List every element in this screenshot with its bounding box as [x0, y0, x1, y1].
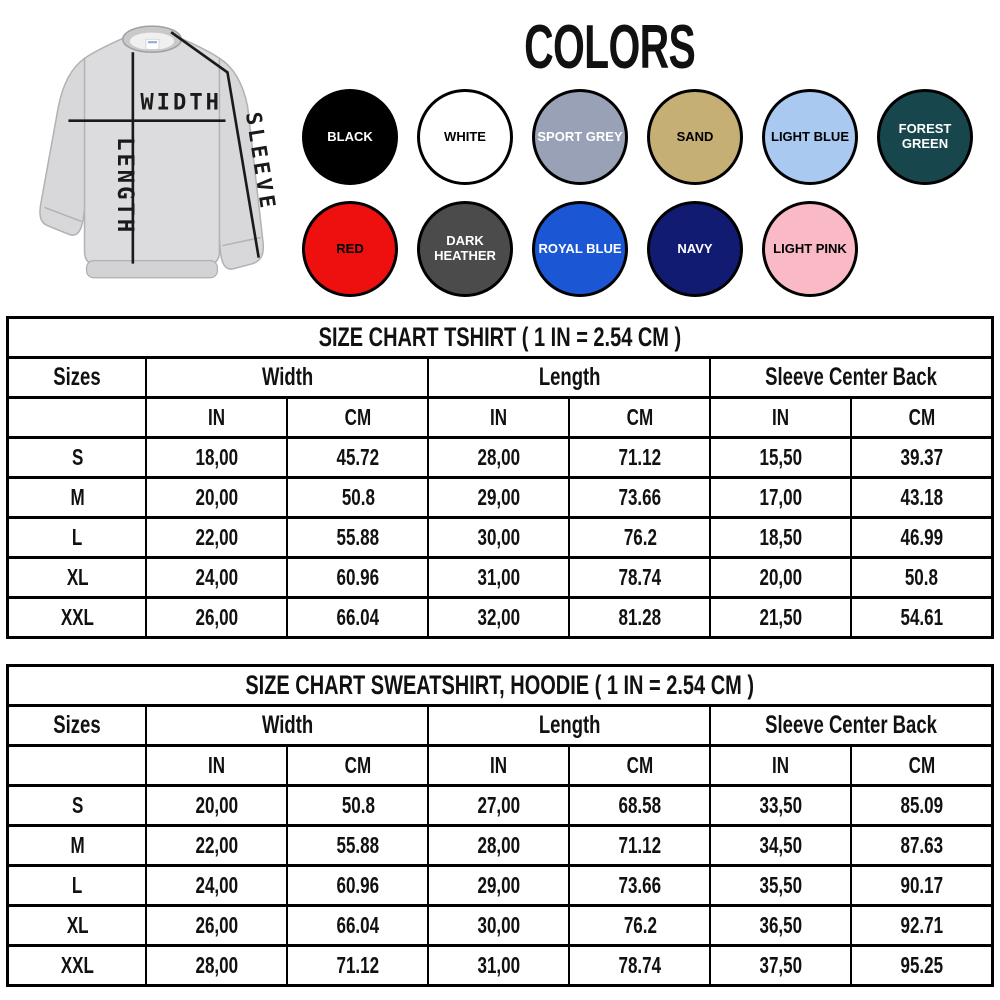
value-cell-text: 18,50: [759, 524, 803, 550]
table-row: [8, 786, 993, 826]
size-chart-sweatshirt-hoodie-table: [6, 664, 994, 987]
sweatshirt-waistband: [87, 261, 218, 278]
value-cell: [428, 518, 569, 558]
colors-title: COLORS: [524, 13, 696, 82]
table-row: [8, 826, 993, 866]
value-cell-text: 28,00: [477, 832, 521, 858]
value-cell: [851, 558, 992, 598]
value-cell: [710, 438, 851, 478]
size-cell: [8, 786, 147, 826]
value-cell-text: 87.63: [900, 832, 944, 858]
color-swatch-rows: [300, 89, 1000, 313]
unit-header-text: CM: [626, 752, 654, 778]
value-cell-text: 55.88: [336, 524, 380, 550]
value-cell-text: 85.09: [900, 792, 944, 818]
units-row: [8, 398, 993, 438]
value-cell-text: 50.8: [341, 484, 375, 510]
value-cell: [287, 438, 428, 478]
color-swatch-label: SAND: [676, 128, 714, 144]
length-header-text: Length: [538, 363, 601, 391]
value-cell: [569, 826, 710, 866]
value-cell: [710, 866, 851, 906]
size-cell: [8, 906, 147, 946]
color-swatch-label: DARK HEATHER: [434, 233, 496, 263]
value-cell: [146, 946, 287, 986]
size-cell: [8, 946, 147, 986]
value-cell: [146, 866, 287, 906]
table-row: [8, 866, 993, 906]
color-swatch-row: [302, 89, 1000, 185]
value-cell-text: 22,00: [195, 832, 239, 858]
width-header: [146, 358, 428, 398]
unit-header: [569, 398, 710, 438]
value-cell-text: 34,50: [759, 832, 803, 858]
value-cell-text: 30,00: [477, 912, 521, 938]
sizes-header-text: Sizes: [53, 711, 101, 739]
value-cell-text: 32,00: [477, 604, 521, 630]
table-title-row: [8, 318, 993, 358]
size-cell-text: M: [70, 484, 85, 510]
size-cell-text: S: [71, 792, 83, 818]
value-cell-text: 71.12: [618, 444, 662, 470]
value-cell: [569, 866, 710, 906]
unit-header-text: CM: [344, 752, 372, 778]
color-swatch-red: [302, 201, 398, 297]
value-cell-text: 76.2: [623, 912, 657, 938]
sleeve-center-back-header: [710, 706, 992, 746]
length-label: LENGTH: [111, 137, 138, 236]
value-cell: [851, 906, 992, 946]
table-title-row: [8, 666, 993, 706]
value-cell: [710, 826, 851, 866]
value-cell: [428, 946, 569, 986]
empty-cell: [8, 398, 147, 438]
unit-header-text: IN: [772, 752, 790, 778]
size-cell: [8, 478, 147, 518]
color-swatch-light-blue: [762, 89, 858, 185]
units-row: [8, 746, 993, 786]
sleeve-center-back-header-text: Sleeve Center Back: [765, 711, 938, 739]
value-cell: [146, 598, 287, 638]
value-cell-text: 92.71: [900, 912, 944, 938]
unit-header: [428, 398, 569, 438]
value-cell: [710, 598, 851, 638]
value-cell-text: 28,00: [477, 444, 521, 470]
value-cell: [428, 478, 569, 518]
size-cell: [8, 826, 147, 866]
sleeve-center-back-header: [710, 358, 992, 398]
size-cell-text: L: [71, 872, 83, 898]
table-title-text: SIZE CHART TSHIRT ( 1 IN = 2.54 CM ): [318, 322, 682, 352]
unit-header: [146, 398, 287, 438]
size-cell: [8, 598, 147, 638]
color-swatch-light-pink: [762, 201, 858, 297]
color-swatch-label: FOREST GREEN: [898, 121, 952, 151]
unit-header-text: CM: [908, 752, 935, 778]
table-row: [8, 558, 993, 598]
unit-header-text: IN: [490, 404, 508, 430]
table-row: [8, 946, 993, 986]
color-swatch-label: ROYAL BLUE: [538, 240, 622, 256]
size-cell: [8, 866, 147, 906]
value-cell: [287, 946, 428, 986]
size-cell-text: M: [70, 832, 85, 858]
sizes-header: [8, 358, 147, 398]
collar-tag: [146, 39, 159, 49]
value-cell-text: 24,00: [195, 872, 239, 898]
sweatshirt-body: [85, 35, 223, 266]
value-cell-text: 29,00: [477, 872, 521, 898]
unit-header-text: IN: [490, 752, 508, 778]
size-cell-text: S: [71, 444, 83, 470]
unit-header: [146, 746, 287, 786]
colors-section: [300, 0, 1000, 316]
unit-header: [851, 746, 992, 786]
color-swatch-label: LIGHT PINK: [773, 240, 847, 256]
sleeve-center-back-header-text: Sleeve Center Back: [765, 363, 938, 391]
value-cell-text: 15,50: [759, 444, 803, 470]
size-cell-text: XL: [66, 912, 89, 938]
value-cell: [710, 558, 851, 598]
value-cell: [569, 946, 710, 986]
color-swatch-row: [302, 201, 1000, 297]
value-cell: [569, 558, 710, 598]
color-swatch-label: SPORT GREY: [537, 128, 623, 144]
value-cell: [569, 518, 710, 558]
value-cell-text: 17,00: [759, 484, 803, 510]
top-section: [0, 0, 1000, 316]
sweatshirt-graphic: [18, 10, 290, 312]
value-cell-text: 27,00: [477, 792, 521, 818]
value-cell-text: 33,50: [759, 792, 803, 818]
value-cell-text: 78.74: [618, 952, 662, 978]
color-swatch-navy: [647, 201, 743, 297]
value-cell-text: 18,00: [195, 444, 239, 470]
color-swatch-sand: [647, 89, 743, 185]
table-title: [8, 666, 993, 706]
value-cell: [287, 558, 428, 598]
value-cell-text: 73.66: [618, 872, 662, 898]
value-cell-text: 66.04: [336, 604, 380, 630]
sleeve-label: SLEEVE: [240, 110, 282, 214]
width-header: [146, 706, 428, 746]
value-cell-text: 30,00: [477, 524, 521, 550]
value-cell: [710, 478, 851, 518]
width-header-text: Width: [261, 363, 314, 391]
size-cell-text: XXL: [60, 604, 94, 630]
value-cell-text: 28,00: [195, 952, 239, 978]
value-cell: [287, 598, 428, 638]
value-cell-text: 20,00: [195, 792, 239, 818]
value-cell-text: 60.96: [336, 564, 380, 590]
value-cell: [710, 786, 851, 826]
table-row: [8, 906, 993, 946]
value-cell: [428, 558, 569, 598]
value-cell-text: 90.17: [900, 872, 944, 898]
value-cell: [287, 518, 428, 558]
value-cell: [146, 786, 287, 826]
table-row: [8, 598, 993, 638]
color-swatch-sport-grey: [532, 89, 628, 185]
value-cell-text: 39.37: [900, 444, 944, 470]
value-cell-text: 73.66: [618, 484, 662, 510]
value-cell-text: 50.8: [341, 792, 375, 818]
size-cell-text: L: [71, 524, 83, 550]
unit-header: [287, 746, 428, 786]
value-cell-text: 29,00: [477, 484, 521, 510]
color-swatch-black: [302, 89, 398, 185]
size-chart-tables: [0, 316, 1000, 987]
value-cell: [710, 906, 851, 946]
color-swatch-label: NAVY: [677, 240, 713, 256]
value-cell: [851, 826, 992, 866]
value-cell: [851, 946, 992, 986]
width-label: WIDTH: [140, 89, 223, 116]
size-cell-text: XXL: [60, 952, 94, 978]
value-cell-text: 26,00: [195, 912, 239, 938]
value-cell-text: 66.04: [336, 912, 380, 938]
unit-header: [287, 398, 428, 438]
size-cell: [8, 438, 147, 478]
value-cell: [569, 478, 710, 518]
value-cell-text: 36,50: [759, 912, 803, 938]
value-cell-text: 95.25: [900, 952, 944, 978]
value-cell: [287, 866, 428, 906]
color-swatch-label: RED: [336, 240, 364, 256]
color-swatch-dark-heather: [417, 201, 513, 297]
value-cell-text: 60.96: [336, 872, 380, 898]
value-cell: [428, 438, 569, 478]
sizes-header: [8, 706, 147, 746]
value-cell-text: 76.2: [623, 524, 657, 550]
value-cell-text: 37,50: [759, 952, 803, 978]
color-swatch-white: [417, 89, 513, 185]
value-cell: [428, 598, 569, 638]
size-cell: [8, 518, 147, 558]
table-row: [8, 518, 993, 558]
color-swatch-royal-blue: [532, 201, 628, 297]
value-cell-text: 68.58: [618, 792, 662, 818]
value-cell: [428, 786, 569, 826]
unit-header: [851, 398, 992, 438]
value-cell: [428, 906, 569, 946]
value-cell: [569, 438, 710, 478]
unit-header-text: CM: [344, 404, 372, 430]
value-cell: [851, 518, 992, 558]
color-swatch-label: BLACK: [327, 128, 373, 144]
unit-header-text: IN: [208, 752, 226, 778]
size-chart-tshirt-table: [6, 316, 994, 639]
value-cell-text: 21,50: [759, 604, 803, 630]
value-cell-text: 45.72: [336, 444, 380, 470]
value-cell-text: 78.74: [618, 564, 662, 590]
value-cell: [146, 826, 287, 866]
color-swatch-label: LIGHT BLUE: [771, 128, 849, 144]
table-row: [8, 438, 993, 478]
column-group-row: [8, 706, 993, 746]
value-cell-text: 43.18: [900, 484, 944, 510]
collar-tag-print: [148, 41, 157, 43]
value-cell: [851, 866, 992, 906]
unit-header-text: IN: [208, 404, 226, 430]
size-cell-text: XL: [66, 564, 89, 590]
value-cell: [146, 438, 287, 478]
value-cell-text: 71.12: [336, 952, 380, 978]
width-header-text: Width: [261, 711, 314, 739]
sizes-header-text: Sizes: [53, 363, 101, 391]
value-cell: [428, 826, 569, 866]
value-cell: [569, 786, 710, 826]
value-cell: [146, 518, 287, 558]
table-title-text: SIZE CHART SWEATSHIRT, HOODIE ( 1 IN = 2.54 CM ): [245, 670, 755, 700]
value-cell: [569, 906, 710, 946]
color-swatch-label: WHITE: [444, 128, 486, 144]
value-cell-text: 35,50: [759, 872, 803, 898]
table-title: [8, 318, 993, 358]
value-cell: [569, 598, 710, 638]
value-cell-text: 46.99: [900, 524, 944, 550]
size-cell: [8, 558, 147, 598]
unit-header-text: IN: [772, 404, 790, 430]
unit-header: [710, 746, 851, 786]
value-cell-text: 50.8: [905, 564, 939, 590]
value-cell-text: 81.28: [618, 604, 662, 630]
value-cell-text: 22,00: [195, 524, 239, 550]
value-cell: [710, 946, 851, 986]
unit-header: [710, 398, 851, 438]
unit-header: [428, 746, 569, 786]
value-cell: [851, 598, 992, 638]
value-cell-text: 20,00: [195, 484, 239, 510]
length-header: [428, 358, 710, 398]
value-cell: [287, 906, 428, 946]
length-header: [428, 706, 710, 746]
unit-header: [569, 746, 710, 786]
color-swatch-forest-green: [877, 89, 973, 185]
value-cell: [287, 786, 428, 826]
value-cell-text: 26,00: [195, 604, 239, 630]
table-row: [8, 478, 993, 518]
value-cell: [710, 518, 851, 558]
value-cell-text: 31,00: [477, 952, 521, 978]
unit-header-text: CM: [908, 404, 935, 430]
value-cell-text: 71.12: [618, 832, 662, 858]
value-cell: [287, 826, 428, 866]
value-cell-text: 55.88: [336, 832, 380, 858]
sweatshirt-diagram: [0, 0, 300, 316]
value-cell: [146, 478, 287, 518]
value-cell: [146, 558, 287, 598]
empty-cell: [8, 746, 147, 786]
value-cell-text: 31,00: [477, 564, 521, 590]
value-cell-text: 54.61: [900, 604, 944, 630]
length-header-text: Length: [538, 711, 601, 739]
value-cell: [851, 786, 992, 826]
value-cell: [287, 478, 428, 518]
value-cell-text: 20,00: [759, 564, 803, 590]
value-cell: [146, 906, 287, 946]
unit-header-text: CM: [626, 404, 654, 430]
value-cell-text: 24,00: [195, 564, 239, 590]
column-group-row: [8, 358, 993, 398]
value-cell: [851, 438, 992, 478]
value-cell: [428, 866, 569, 906]
value-cell: [851, 478, 992, 518]
